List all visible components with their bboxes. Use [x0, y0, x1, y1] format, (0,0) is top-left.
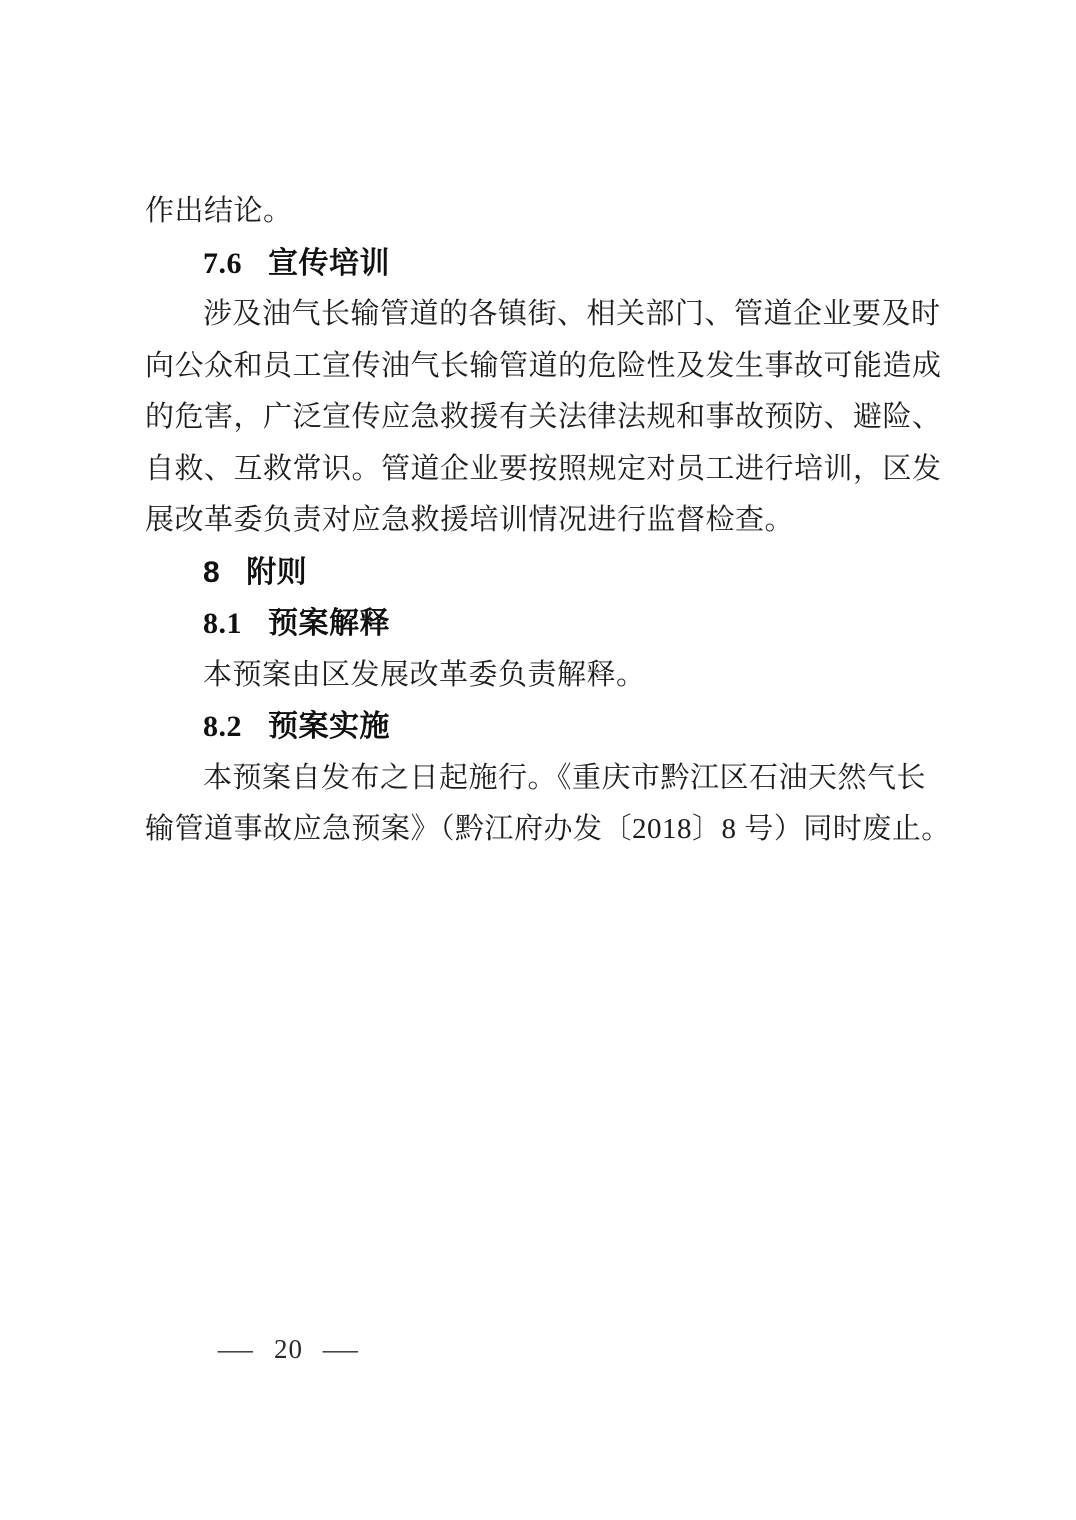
- paragraph-line: 展改革委负责对应急救援培训情况进行监督检查。: [145, 504, 795, 536]
- paragraph-line: 的危害，广泛宣传应急救援有关法律法规和事故预防、避险、: [145, 401, 942, 433]
- section-heading-8-2: [145, 701, 937, 753]
- footer-right-dash: —: [322, 1334, 360, 1364]
- footer-left-dash: —: [217, 1334, 255, 1364]
- section-heading-8-1: [145, 598, 937, 650]
- section-number: 8.2: [203, 710, 242, 743]
- paragraph-line: 本预案由区发展改革委负责解释。: [203, 658, 646, 691]
- paragraph-line: 向公众和员工宣传油气长输管道的危险性及发生事故可能造成: [145, 349, 942, 382]
- paragraph-line: 本预案自发布之日起施行。《重庆市黔江区石油天然气长: [203, 761, 927, 794]
- paragraph-continuation-line: 作出结论。: [145, 195, 293, 227]
- section-heading-8: [145, 547, 937, 599]
- document-content: [145, 186, 951, 856]
- section-title: 宣传培训: [268, 246, 390, 280]
- page-footer: [217, 1334, 360, 1365]
- section-heading-7-6: [145, 238, 937, 290]
- paragraph-line: 自救、互救常识。管道企业要按照规定对员工进行培训，区发: [145, 452, 942, 485]
- page-number: 20: [274, 1334, 303, 1364]
- section-number: 8: [203, 555, 221, 589]
- paragraph-line: 输管道事故应急预案》（黔江府办发〔2018〕8 号）同时废止。: [145, 813, 951, 845]
- section-title: 附则: [246, 555, 308, 589]
- section-title: 预案解释: [268, 607, 390, 640]
- paragraph-line: 涉及油气长输管道的各镇街、相关部门、管道企业要及时: [203, 298, 941, 330]
- section-title: 预案实施: [268, 710, 390, 743]
- section-number: 8.1: [203, 607, 242, 640]
- section-number: 7.6: [203, 246, 242, 280]
